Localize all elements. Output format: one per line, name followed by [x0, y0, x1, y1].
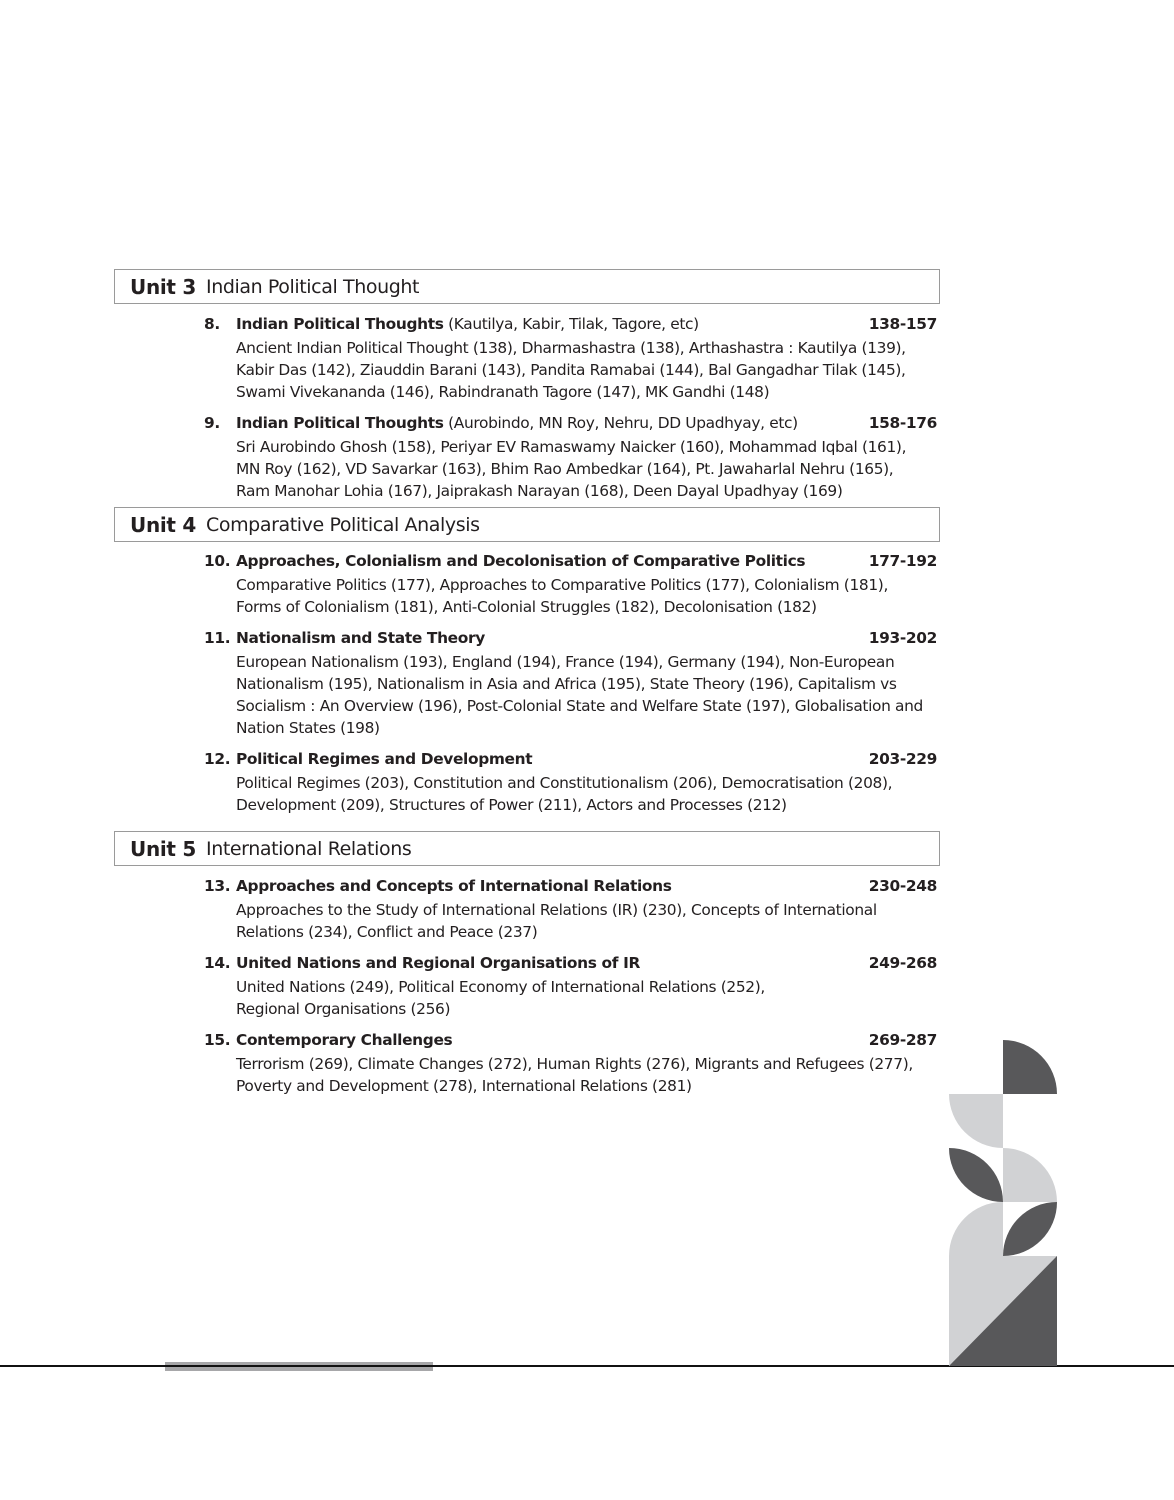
chapter-entry [204, 627, 937, 739]
chapter-title-text: Nationalism and State Theory [236, 629, 485, 647]
chapter-title [236, 627, 485, 649]
chapter-topics-line: Regional Organisations (256) [236, 1000, 451, 1018]
chapter-entry [204, 952, 937, 1020]
chapter-pages: 203-229 [868, 750, 937, 768]
chapter-topics [236, 574, 937, 618]
chapter-pages: 158-176 [868, 414, 937, 432]
unit-number: Unit 5 [130, 836, 196, 861]
chapter-topics [236, 436, 937, 502]
chapter-topics-line: Approaches to the Study of International Relations (IR) (230), Concepts of International [236, 901, 877, 919]
chapter-topics-line: United Nations (249), Political Economy of International Relations (252), [236, 978, 765, 996]
decorative-shapes [949, 1040, 1057, 1366]
chapter-pages: 230-248 [868, 877, 937, 895]
chapter-title [236, 412, 798, 434]
chapter-number: 11. [204, 629, 231, 647]
light-leaf [1003, 1148, 1057, 1202]
chapter-title-text: Indian Political Thoughts [236, 315, 444, 333]
chapter-topics-line: Ancient Indian Political Thought (138), Dharmashastra (138), Arthashastra : Kautilya (139), [236, 339, 906, 357]
chapter-pages: 269-287 [868, 1031, 937, 1049]
unit-header [114, 831, 940, 866]
chapter-subtitle: (Aurobindo, MN Roy, Nehru, DD Upadhyay, etc) [443, 414, 798, 432]
chapter-topics-line: Comparative Politics (177), Approaches to Comparative Politics (177), Colonialism (181), [236, 576, 888, 594]
chapter-title [236, 952, 640, 974]
chapter-title [236, 550, 805, 572]
chapter-topics-line: Political Regimes (203), Constitution and Constitutionalism (206), Democratisation (208), [236, 774, 893, 792]
chapter-topics-line: Relations (234), Conflict and Peace (237) [236, 923, 538, 941]
unit-title: Indian Political Thought [205, 275, 420, 298]
dark-leaf [949, 1148, 1003, 1202]
chapter-topics-line: MN Roy (162), VD Savarkar (163), Bhim Rao Ambedkar (164), Pt. Jawaharlal Nehru (165), [236, 460, 894, 478]
chapter-topics [236, 772, 937, 816]
chapter-number: 12. [204, 750, 231, 768]
unit-header [114, 507, 940, 542]
unit-number: Unit 4 [130, 512, 196, 537]
chapter-entry [204, 1029, 937, 1097]
chapter-topics-line: Swami Vivekananda (146), Rabindranath Tagore (147), MK Gandhi (148) [236, 383, 770, 401]
chapter-topics-line: Development (209), Structures of Power (211), Actors and Processes (212) [236, 796, 787, 814]
chapter-topics-line: Socialism : An Overview (196), Post-Colonial State and Welfare State (197), Globalisation and [236, 697, 923, 715]
dark-leaf [1003, 1202, 1057, 1256]
dark-quarter-circle [1003, 1040, 1057, 1094]
light-leaf [949, 1202, 1003, 1256]
chapter-topics-line: Sri Aurobindo Ghosh (158), Periyar EV Ramaswamy Naicker (160), Mohammad Iqbal (161), [236, 438, 907, 456]
chapter-title [236, 313, 699, 335]
chapter-topics-line: Kabir Das (142), Ziauddin Barani (143), Pandita Ramabai (144), Bal Gangadhar Tilak (145), [236, 361, 906, 379]
chapter-pages: 138-157 [868, 315, 937, 333]
unit-title: International Relations [205, 837, 412, 860]
chapter-topics [236, 899, 937, 943]
chapter-pages: 193-202 [868, 629, 937, 647]
chapter-pages: 177-192 [868, 552, 937, 570]
unit-header [114, 269, 940, 304]
chapter-entry [204, 748, 937, 816]
chapter-title-text: Contemporary Challenges [236, 1031, 453, 1049]
chapter-topics-line: Ram Manohar Lohia (167), Jaiprakash Narayan (168), Deen Dayal Upadhyay (169) [236, 482, 843, 500]
chapter-topics [236, 976, 937, 1020]
chapter-title-text: Political Regimes and Development [236, 750, 533, 768]
chapter-title-text: United Nations and Regional Organisations of IR [236, 954, 640, 972]
chapter-title-text: Approaches, Colonialism and Decolonisation of Comparative Politics [236, 552, 806, 570]
chapter-title [236, 875, 672, 897]
chapter-number: 15. [204, 1031, 231, 1049]
chapter-number: 9. [204, 414, 220, 432]
chapter-topics [236, 1053, 937, 1097]
chapter-number: 8. [204, 315, 220, 333]
chapter-entry [204, 550, 937, 618]
chapter-topics [236, 651, 937, 739]
chapter-title-text: Indian Political Thoughts [236, 414, 444, 432]
chapter-title [236, 1029, 452, 1051]
light-quarter-circle [949, 1094, 1003, 1148]
chapter-entry [204, 412, 937, 502]
chapter-pages: 249-268 [868, 954, 937, 972]
chapter-entry [204, 313, 937, 403]
chapter-topics-line: Terrorism (269), Climate Changes (272), Human Rights (276), Migrants and Refugees (277), [236, 1055, 913, 1073]
chapter-entry [204, 875, 937, 943]
chapter-topics-line: Nation States (198) [236, 719, 380, 737]
chapter-topics-line: Poverty and Development (278), International Relations (281) [236, 1077, 692, 1095]
unit-number: Unit 3 [130, 274, 196, 299]
chapter-title-text: Approaches and Concepts of International Relations [236, 877, 672, 895]
chapter-number: 14. [204, 954, 231, 972]
chapter-title [236, 748, 532, 770]
chapter-number: 10. [204, 552, 231, 570]
chapter-subtitle: (Kautilya, Kabir, Tilak, Tagore, etc) [443, 315, 699, 333]
chapter-topics-line: Forms of Colonialism (181), Anti-Colonial Struggles (182), Decolonisation (182) [236, 598, 817, 616]
chapter-topics-line: Nationalism (195), Nationalism in Asia and Africa (195), State Theory (196), Capitalism vs [236, 675, 897, 693]
chapter-topics-line: European Nationalism (193), England (194), France (194), Germany (194), Non-European [236, 653, 895, 671]
unit-title: Comparative Political Analysis [205, 513, 480, 536]
chapter-topics [236, 337, 937, 403]
chapter-number: 13. [204, 877, 231, 895]
